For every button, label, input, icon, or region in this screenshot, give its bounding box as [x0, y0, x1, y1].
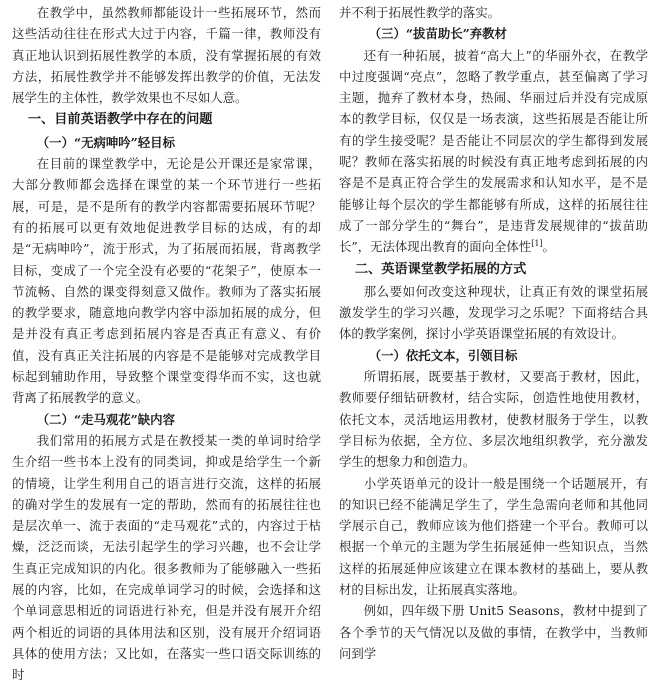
paragraph-methods-intro: 那么要如何改变这种现状，让真正有效的课堂拓展激发学生的学习兴趣，发现学习之乐呢？下面将结合具体的教学案例，探讨小学英语课堂拓展的有效设计。 [339, 283, 648, 342]
paragraph-rushing-text: 还有一种拓展，披着“高大上”的华丽外衣，在教学中过度强调“亮点”，忽略了教学重点，甚至偏离了学习主题，抛弃了教材本身，热闹、华丽过后并没有完成原本的教学目标，仅仅是一场表演，这些拓展是否能让所有的学生接受呢？是否能让不同层次的学生都得到发展呢？教师在落实拓展的时候没有真正地考虑到拓展的内容是不是真正符合学生的发展需求和认知水平，是不是能够让每个层次的学生都能够有所成，这样的拓展往往成了一部分学生的“舞台”，是违背发展规律的“拔苗助长”，无法体现出教育的面向全体性 [339, 47, 648, 255]
subheading-no-goal: （一）“无病呻吟”轻目标 [36, 134, 175, 150]
subheading-rushing: （三）“拔苗助长”弃教材 [368, 26, 507, 42]
paragraph-text-based: 所谓拓展，既要基于教材，又要高于教材，因此，教师要仔细钻研教材，结合实际，创造性地使用教材，依托文本，灵活地运用教材，使教材服务于学生，以教学目标为依据，全方位、多层次地组织教学，充分激发学生的想象力和创造力。 [339, 369, 648, 470]
paragraph-unit-design: 小学英语单元的设计一般是围绕一个话题展开，有的知识已经不能满足学生了，学生急需向老师和其他同学展示自己，教师应该为他们搭建一个平台。教师可以根据一个单元的主题为学生拓展延伸一些知识点，当然这样的拓展延伸应该建立在课本教材的基础上，要从教材的目标出发，让拓展真实落地。 [339, 475, 648, 598]
intro-paragraph: 在教学中，虽然教师都能设计一些拓展环节，然而这些活动往往在形式大过于内容，千篇一律，教师没有真正地认识到拓展性教学的本质，没有掌握拓展的有效方法，拓展性教学并不能够发挥出教学的价值，无法发展学生的主体性，教学效果也不尽如人意。 [12, 5, 321, 106]
subheading-superficial: （二）“走马观花”缺内容 [36, 411, 175, 427]
section-heading-problems: 一、目前英语教学中存在的问题 [27, 112, 213, 128]
subheading-text-based: （一）依托文本，引领目标 [368, 347, 518, 363]
paragraph-rushing [339, 45, 648, 258]
continued-paragraph: 并不利于拓展性教学的落实。 [339, 5, 501, 20]
left-column [12, 2, 321, 683]
right-column [339, 2, 648, 661]
citation-marker: [1] [531, 239, 543, 249]
section-heading-methods: 二、英语课堂教学拓展的方式 [354, 261, 527, 277]
paragraph-no-goal: 在目前的课堂教学中，无论是公开课还是家常课，大部分教师都会选择在课堂的某一个环节进行一些拓展，可是，是不是所有的教学内容都需要拓展环节呢？有的拓展可以更有效地促进教学目标的达成，有的却是“无病呻吟”，流于形式，为了拓展而拓展，背离教学目标，变成了一个完全没有必要的“花架子”，使原本一节流畅、自然的课变得刻意又做作。教师为了落实拓展的教学要求，随意地向教学内容中添加拓展的成分，但是并没有真正考虑到拓展内容是否真正有意义、有价值，没有真正关注拓展的内容是不是能够对完成教学目标起到辅助作用，导致整个课堂变得华而不实，这也就背离了拓展教学的意义。 [12, 156, 321, 406]
paragraph-rushing-end: 。 [542, 239, 555, 255]
paragraph-superficial: 我们常用的拓展方式是在教授某一类的单词时给学生介绍一些书本上没有的同类词，抑或是给学生一个新的情境，让学生利用自己的语言进行交流，这样的拓展的确对学生的发展有一定的帮助，然而有的拓展往往也是层次单一、流于表面的“走马观花”式的，内容过于枯燥，泛泛而谈，无法引起学生的学习兴趣，也不会让学生真正完成知识的内化。很多教师为了能够融入一些拓展的内容，比如，在完成单词学习的时候，会选择和这个单词意思相近的词语进行补充，但是并没有展开介绍两个相近的词语的具体用法和区别，没有展开介绍词语具体的使用方法；又比如，在落实一些口语交际训练的时 [12, 432, 321, 683]
paragraph-example: 例如，四年级下册 Unit5 Seasons，教材中提到了各个季节的天气情况以及做的事情，在教学中，当教师问到学 [339, 603, 648, 661]
